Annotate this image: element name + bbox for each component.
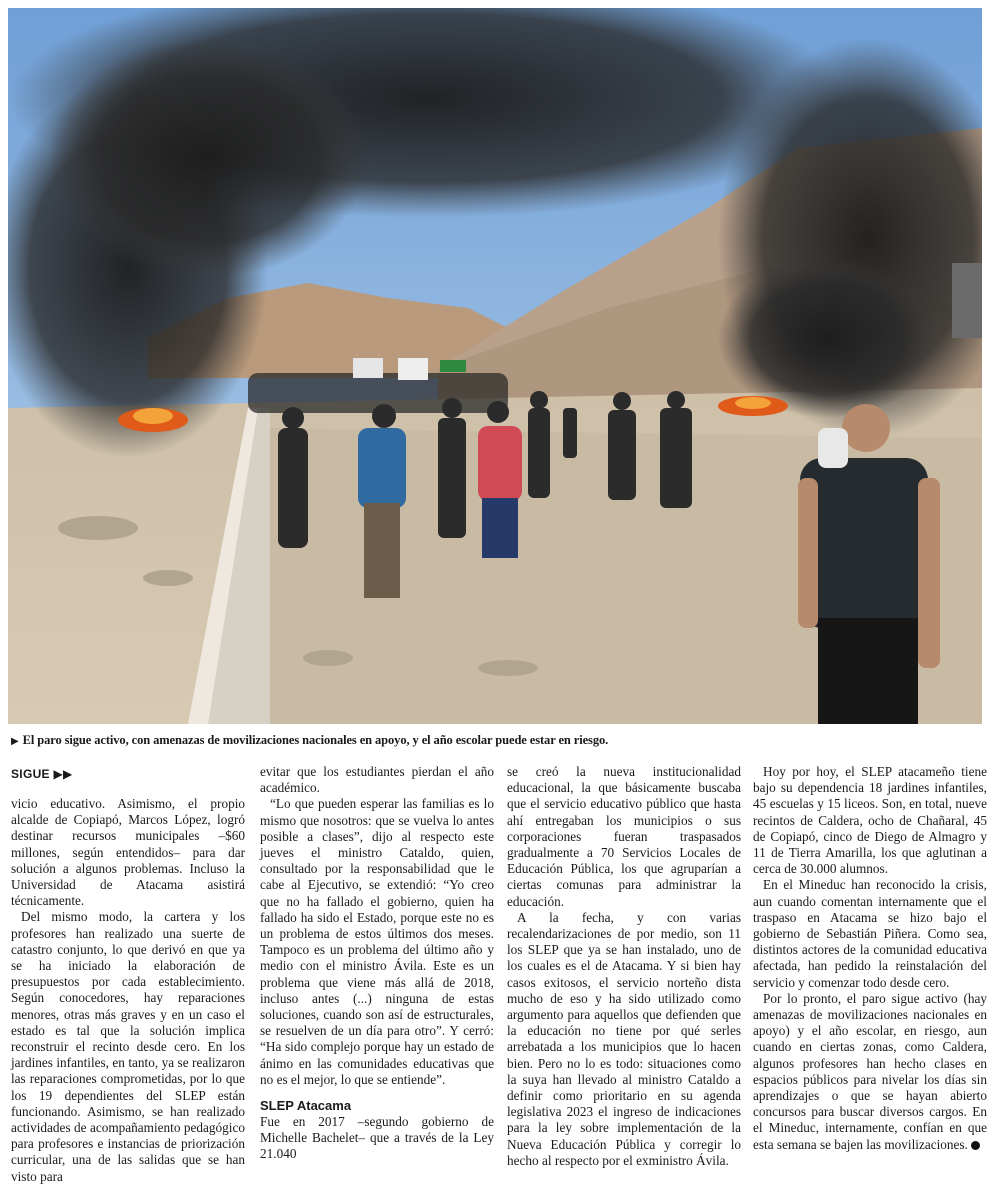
paragraph-final-text: Por lo pronto, el paro sigue activo (hay amenazas de movilizaciones nacionales en apoyo) y el año escolar, en riesgo, aun cuando en ciertas zonas, como Caldera, algunos profesores han hecho clases en espacios públicos para nivelar los días sin aprendizajes o que se hayan abierto concursos para buscar diversos cargos. En el Mineduc, internamente, confían en que esta semana se bajen las movilizaciones. (753, 990, 987, 1152)
paragraph: “Lo que pueden esperar las familias es lo mismo que nosotros: que se vuelva lo antes posible a clases”, dijo al respecto este jueves el ministro Cataldo, quien, consultado por la responsabilidad que le cabe al Ejecutivo, se extendió: “Yo creo que no ha fallado el gobierno, quien ha fallado ha sido el Estado, porque este no es un problema de estos últimos dos meses. Tampoco es un problema del último año y medio con el ministro Ávila. Este es un problema que viene más allá de 2018, incluso antes (...) ninguna de estas soluciones, cuando son así de estructurales, se resuelven de un día para otro”. Y cerró: “Ha sido complejo porque hay un estado de ánimo en las comunidades educativas que no es el mejor, lo que se entiende”. (260, 796, 494, 1087)
caption-text: El paro sigue activo, con amenazas de movilizaciones nacionales en apoyo, y el año escolar puede estar en riesgo. (22, 733, 609, 747)
paragraph: Hoy por hoy, el SLEP atacameño tiene bajo su dependencia 18 jardines infantiles, 45 escuelas y 15 liceos. Son, en total, nueve recintos de Caldera, ocho de Chañaral, 45 de Copiapó, cinco de Diego de Almagro y 11 de Tierra Amarilla, los que aglutinan a cerca de 30.000 alumnos. (753, 764, 987, 877)
article-photo (8, 8, 982, 724)
paragraph-final (753, 991, 987, 1153)
caption-marker-icon: ▶ (11, 736, 19, 747)
paragraph: En el Mineduc han reconocido la crisis, aun cuando comentan internamente que el traspaso en Atacama se hizo bajo el gobierno de Sebastián Piñera. Como sea, distintos actores de la comunidad educativa afectada, han pedido la reinstalación del servicio y comenzar todo desde cero. (753, 877, 987, 990)
article-column-2 (260, 764, 494, 1163)
paragraph: vicio educativo. Asimismo, el propio alcalde de Copiapó, Marcos López, logró destinar recursos municipales –$60 millones, según entendidos– para dar solución a algunos problemas. Incluso la Universidad de Atacama asistirá técnicamente. (11, 796, 245, 909)
photo-caption (11, 733, 981, 748)
paragraph: A la fecha, y con varias recalendarizaciones de por medio, son 11 los SLEP que ya se han instalado, uno de los cuales es el de Atacama. Y si bien hay casos exitosos, el servicio norteño dista mucho de eso y ha sido utilizado como argumento para aquellos que defienden que la educación no tiene por qué serles arrebatada a los municipios que lo hacen bien. Pero no lo es todo: situaciones como la suya han llevado al ministro Cataldo a definir como prioritario en su agenda legislativa 2023 el ingreso de indicaciones para la ley sobre implementación de la Nueva Educación Pública y corregir lo hecho al respecto por el exministro Ávila. (507, 909, 741, 1168)
protest-fire-photo-icon (8, 8, 982, 724)
article-column-1 (11, 796, 245, 1185)
article-column-4 (753, 764, 987, 1153)
continued-label: SIGUE ▶▶ (11, 767, 73, 781)
section-heading: SLEP Atacama (260, 1098, 352, 1114)
article-column-3 (507, 764, 741, 1169)
paragraph: Fue en 2017 –segundo gobierno de Michelle Bachelet– que a través de la Ley 21.040 (260, 1114, 494, 1162)
end-of-article-icon (971, 1141, 980, 1150)
paragraph: Del mismo modo, la cartera y los profesores han realizado una suerte de catastro conjunto, lo que derivó en que ya se ha iniciado la elaboración de presupuestos por cada establecimiento. Según conocedores, hay reparaciones menores, otras más graves y en un caso el estado es tal que la solución implica reconstruir el recinto desde cero. En los jardines infantiles, en tanto, ya se realizaron las reparaciones comprometidas, por lo que los 19 dependientes del SLEP están funcionando. Asimismo, se han realizado actividades de acompañamiento pedagógico para profesores e instancias de priorización curricular, una de las salidas que se han visto para (11, 909, 245, 1184)
paragraph: evitar que los estudiantes pierdan el año académico. (260, 764, 494, 796)
paragraph: se creó la nueva institucionalidad educacional, la que básicamente buscaba que el servicio educativo público que hasta ahí entregaban los municipios o sus corporaciones fueran traspasados gradualmente a 70 Servicios Locales de Educación Pública, los que agruparían a ciertas comunas para administrar la educación. (507, 764, 741, 909)
